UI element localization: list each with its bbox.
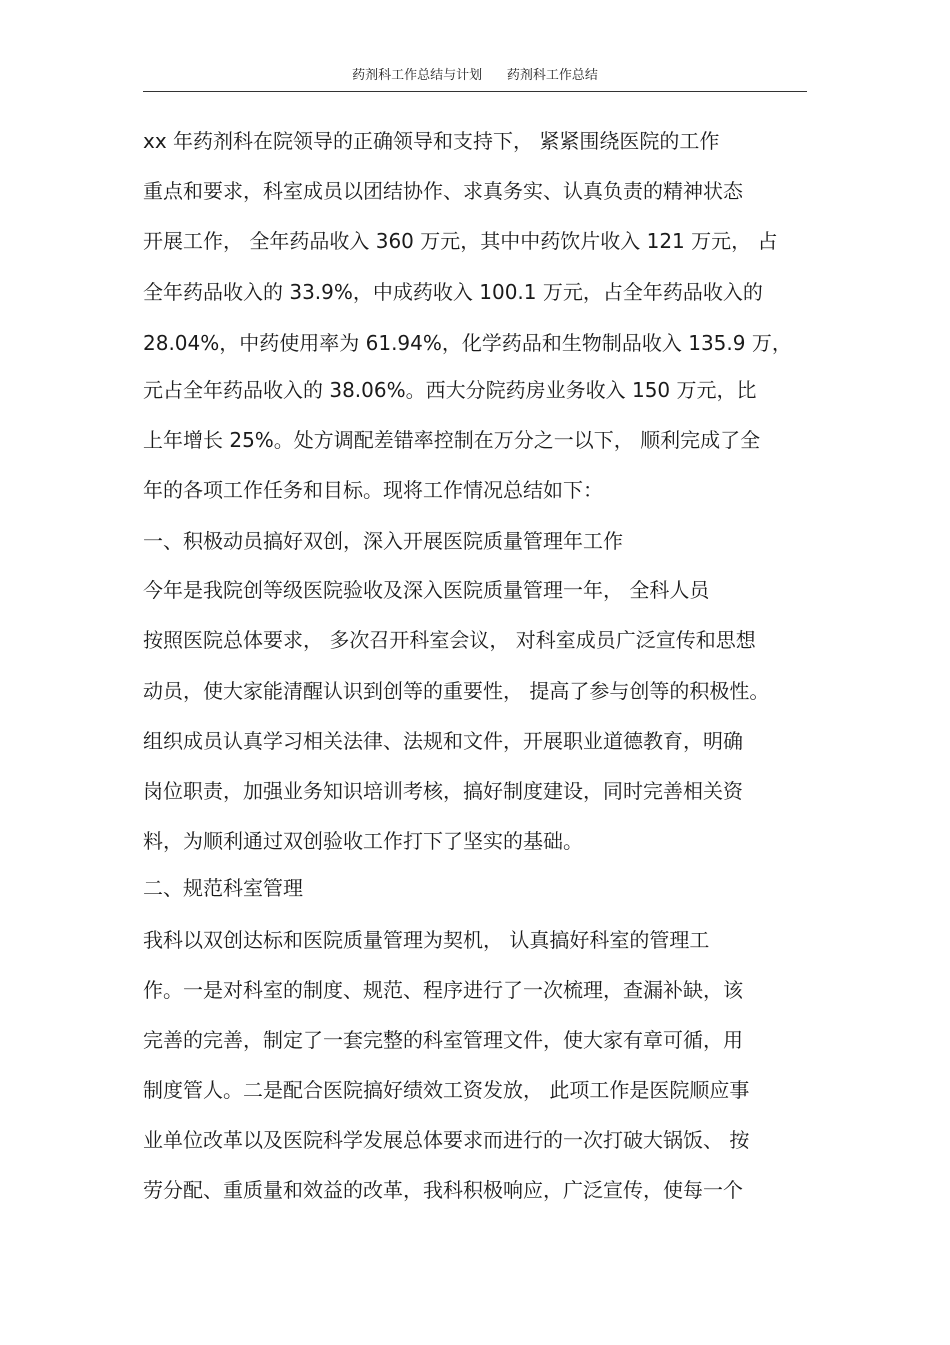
- running-header: 药剂科工作总结与计划 药剂科工作总结: [352, 68, 598, 83]
- body-line: xx 年药剂科在院领导的正确领导和支持下， 紧紧围绕医院的工作: [143, 129, 720, 153]
- section-heading: 一、积极动员搞好双创，深入开展医院质量管理年工作: [143, 529, 623, 553]
- section-heading: 二、规范科室管理: [143, 876, 303, 900]
- body-line: 年的各项工作任务和目标。现将工作情况总结如下：: [143, 478, 603, 502]
- header-divider: [143, 91, 807, 92]
- body-line: 完善的完善，制定了一套完整的科室管理文件，使大家有章可循，用: [143, 1028, 743, 1052]
- body-line: 我科以双创达标和医院质量管理为契机， 认真搞好科室的管理工: [143, 928, 710, 952]
- body-line: 全年药品收入的 33.9%，中成药收入 100.1 万元，占全年药品收入的: [143, 280, 763, 304]
- body-line: 上年增长 25%。处方调配差错率控制在万分之一以下， 顺利完成了全: [143, 428, 761, 452]
- body-line: 动员，使大家能清醒认识到创等的重要性， 提高了参与创等的积极性。: [143, 679, 770, 703]
- body-line: 开展工作， 全年药品收入 360 万元，其中中药饮片收入 121 万元， 占: [143, 229, 778, 253]
- body-line: 今年是我院创等级医院验收及深入医院质量管理一年， 全科人员: [143, 578, 710, 602]
- body-line: 元占全年药品收入的 38.06%。西大分院药房业务收入 150 万元，比: [143, 378, 757, 402]
- body-line: 按照医院总体要求， 多次召开科室会议， 对科室成员广泛宣传和思想: [143, 628, 756, 652]
- body-line: 岗位职责，加强业务知识培训考核，搞好制度建设，同时完善相关资: [143, 779, 743, 803]
- body-line: 制度管人。二是配合医院搞好绩效工资发放， 此项工作是医院顺应事: [143, 1078, 750, 1102]
- body-line: 组织成员认真学习相关法律、法规和文件，开展职业道德教育，明确: [143, 729, 743, 753]
- body-line: 重点和要求，科室成员以团结协作、求真务实、认真负责的精神状态: [143, 179, 743, 203]
- body-line: 劳分配、重质量和效益的改革，我科积极响应，广泛宣传，使每一个: [143, 1178, 743, 1202]
- body-line: 28.04%，中药使用率为 61.94%，化学药品和生物制品收入 135.9 万，: [143, 331, 792, 355]
- body-line: 业单位改革以及医院科学发展总体要求而进行的一次打破大锅饭、 按: [143, 1128, 750, 1152]
- body-line: 作。一是对科室的制度、规范、程序进行了一次梳理，查漏补缺，该: [143, 978, 743, 1002]
- body-line: 料，为顺利通过双创验收工作打下了坚实的基础。: [143, 829, 583, 853]
